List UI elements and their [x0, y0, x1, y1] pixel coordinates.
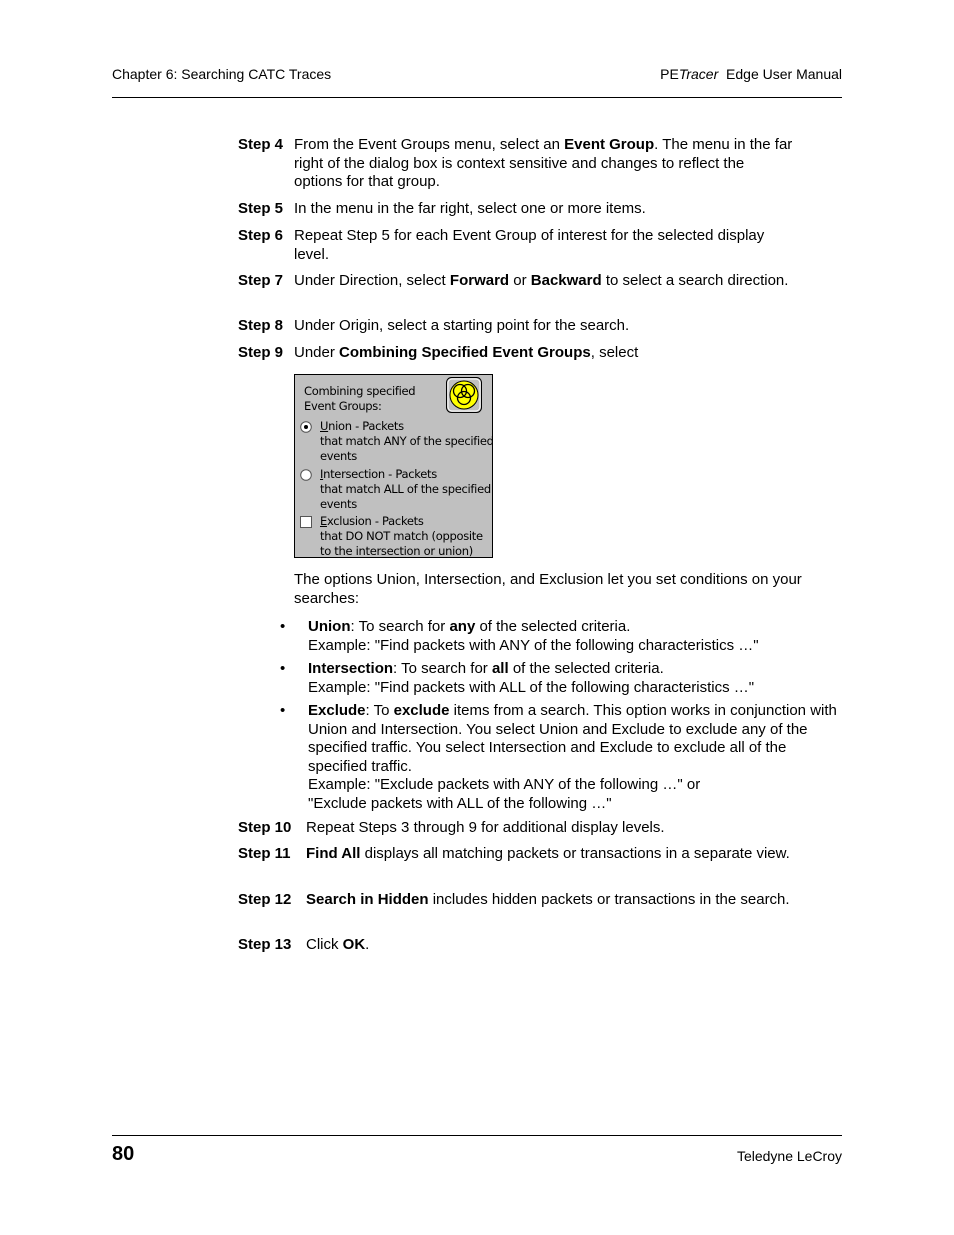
venn-diagram-icon	[446, 377, 482, 413]
bullet-glyph: •	[280, 618, 286, 635]
running-header-manual: PETracer Edge User Manual	[660, 66, 842, 82]
options-intro-paragraph: The options Union, Intersection, and Exclusion let you set conditions on your searches:	[294, 571, 802, 607]
dialog-title: Combining specified Event Groups:	[304, 384, 416, 413]
intersection-radio[interactable]	[300, 469, 312, 481]
running-header-chapter: Chapter 6: Searching CATC Traces	[112, 66, 332, 82]
union-radio[interactable]	[300, 421, 312, 433]
exclusion-checkbox[interactable]	[300, 516, 312, 528]
page-number: 80	[112, 1143, 135, 1165]
combining-event-groups-dialog: Combining specified Event Groups: Union - Packets that match ANY of the specified events Intersection - Packets that match ALL of the specified events Exclusion - Packets that DO NOT match (opposite to the intersection or union)	[294, 374, 493, 558]
footer-company: Teledyne LeCroy	[736, 1148, 842, 1164]
footer-rule	[112, 1135, 842, 1136]
header-rule	[112, 97, 842, 98]
bullet-glyph: •	[280, 702, 286, 719]
bullet-glyph: •	[280, 660, 286, 677]
